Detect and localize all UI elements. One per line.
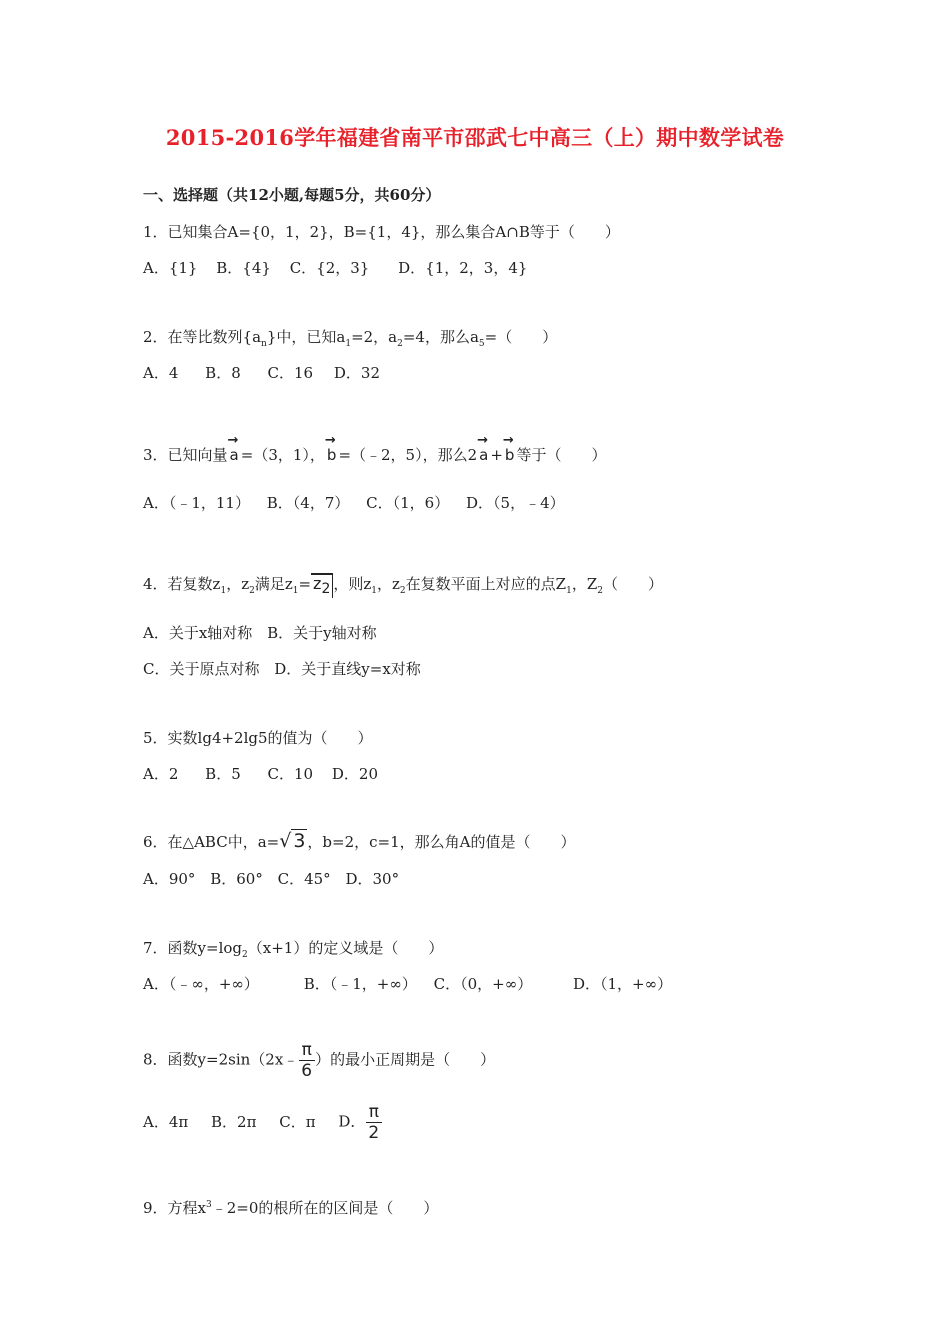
conjugate-z2	[311, 573, 333, 598]
frac-numerator: π	[299, 1040, 315, 1061]
q8-option-a: A．4π	[143, 1112, 189, 1131]
q7-text: 7．函数y=log	[143, 939, 243, 957]
q4-option-b: B．关于y轴对称	[267, 624, 377, 642]
q9-text: 9．方程x	[143, 1199, 207, 1217]
q2-text: }中，已知a	[266, 328, 346, 346]
question-6-stem	[143, 830, 575, 852]
vector-a: → a	[477, 446, 490, 464]
q4-sub: 1	[292, 586, 299, 596]
question-2-options	[143, 362, 380, 383]
q6-option-d: D．30°	[345, 870, 400, 888]
conj-z: z	[313, 574, 322, 593]
q4-sub: 2	[249, 586, 255, 596]
q5-option-b: B．5	[205, 765, 241, 783]
q6-option-b: B．60°	[210, 870, 263, 888]
vector-b: → b	[325, 446, 339, 464]
q8-option-b: B．2π	[211, 1112, 257, 1131]
q6-text: 6．在△ABC中，a=	[143, 833, 280, 851]
q8-option-d-label: D．	[338, 1112, 366, 1131]
q2-text: =（ ）	[484, 328, 558, 346]
sqrt-3: √ 3	[279, 830, 306, 852]
q1-option-d: D．{1，2，3，4}	[398, 259, 528, 277]
q3-option-b: B．（4，7）	[266, 494, 350, 512]
question-3-options	[143, 492, 565, 513]
q7-option-b: B．（﹣1，+∞）	[303, 975, 417, 993]
q4-sub: 1	[220, 586, 227, 596]
question-4-options-row2	[143, 658, 421, 679]
q6-option-c: C．45°	[277, 870, 331, 888]
q5-option-a: A．2	[143, 765, 179, 783]
question-9-stem	[143, 1197, 438, 1218]
q2-text: =2，a	[351, 328, 398, 346]
q7-option-a: A．（﹣∞，+∞）	[143, 975, 259, 993]
q4-text: 4．若复数z	[143, 575, 221, 593]
q2-option-b: B．8	[205, 364, 241, 382]
q3-text: +	[490, 446, 503, 464]
q7-option-d: D．（1，+∞）	[572, 975, 673, 993]
q8-option-c: C．π	[279, 1112, 316, 1131]
q4-option-c: C．关于原点对称	[143, 660, 260, 678]
question-3-stem	[143, 444, 606, 465]
question-2-stem	[143, 326, 557, 349]
section-heading: 一、选择题（共12小题,每题5分，共60分）	[143, 186, 441, 204]
sqrt-radicand: 3	[293, 830, 306, 852]
q4-text: ，z	[226, 575, 250, 593]
fraction-pi-over-2	[365, 1102, 382, 1143]
q4-text: 满足z	[254, 575, 293, 593]
frac-denominator: 6	[301, 1061, 313, 1081]
question-7-options	[143, 973, 672, 994]
question-1-options	[143, 257, 527, 278]
q4-sub: 2	[399, 586, 406, 596]
q3-text: =（3，1），	[240, 446, 325, 464]
fraction-pi-over-6	[298, 1040, 315, 1081]
q6-text: ，b=2，c=1，那么角A的值是（ ）	[307, 833, 576, 851]
q4-text: ，则z	[333, 575, 372, 593]
q1-option-c: C．{2，3}	[289, 259, 370, 277]
q4-option-d: D．关于直线y=x对称	[274, 660, 421, 678]
conj-sub: 2	[321, 581, 331, 598]
q3-text: 3．已知向量	[143, 446, 228, 464]
q3-option-d: D．（5，﹣4）	[466, 494, 565, 512]
page-title: 2015-2016学年福建省南平市邵武七中高三（上）期中数学试卷	[165, 125, 785, 150]
q4-text: ，z	[377, 575, 400, 593]
q4-sub: 2	[597, 586, 603, 596]
frac-numerator: π	[366, 1102, 382, 1123]
question-8-options	[143, 1102, 382, 1143]
q3-text: =（﹣2，5），那么2	[338, 446, 478, 464]
q4-text: 在复数平面上对应的点Z	[405, 575, 567, 593]
q5-option-d: D．20	[331, 765, 379, 783]
q9-sup: 3	[206, 1200, 212, 1210]
q4-text: （ ）	[603, 575, 664, 593]
q3-option-c: C．（1，6）	[366, 494, 450, 512]
q4-sub: 1	[371, 586, 378, 596]
frac-denominator: 2	[368, 1123, 380, 1143]
q2-sub: 5	[478, 339, 485, 349]
q2-sub: 2	[397, 339, 403, 349]
question-4-stem	[143, 573, 663, 598]
vector-b: → b	[503, 446, 517, 464]
question-5-stem: 5．实数lg4+2lg5的值为（ ）	[143, 729, 373, 747]
q2-option-d: D．32	[333, 364, 381, 382]
q2-text: =4，那么a	[402, 328, 479, 346]
q3-option-a: A．（﹣1，11）	[143, 494, 250, 512]
q7-sub: 2	[242, 950, 248, 960]
q4-text: ，Z	[571, 575, 598, 593]
q2-text: 2．在等比数列{a	[143, 328, 262, 346]
q2-option-c: C．16	[267, 364, 314, 382]
q1-option-b: B．{4}	[216, 259, 271, 277]
q2-option-a: A．4	[143, 364, 179, 382]
question-7-stem	[143, 937, 443, 960]
q6-option-a: A．90°	[143, 870, 196, 888]
question-5-options	[143, 763, 378, 784]
q3-text: 等于（ ）	[516, 446, 607, 464]
vector-a: → a	[228, 446, 241, 464]
question-6-options	[143, 868, 399, 889]
question-1-stem: 1．已知集合A={0，1，2}，B={1，4}，那么集合A∩B等于（ ）	[143, 223, 620, 241]
q7-option-c: C．（0，+∞）	[433, 975, 533, 993]
q8-option-d	[338, 1102, 382, 1143]
q2-sub: n	[261, 339, 267, 349]
q1-option-a: A．{1}	[143, 259, 198, 277]
question-8-stem	[143, 1040, 495, 1081]
q4-sub: 1	[566, 586, 572, 596]
q2-sub: 1	[345, 339, 352, 349]
q4-option-a: A．关于x轴对称	[143, 624, 253, 642]
q8-text: ）的最小正周期是（ ）	[315, 1050, 496, 1069]
q5-option-c: C．10	[267, 765, 314, 783]
q9-text: ﹣2=0的根所在的区间是（ ）	[211, 1199, 439, 1217]
question-4-options-row1	[143, 622, 377, 643]
q7-text: （x+1）的定义域是（ ）	[247, 939, 444, 957]
q8-text: 8．函数y=2sin（2x﹣	[143, 1050, 299, 1069]
q4-text: =	[298, 575, 312, 593]
